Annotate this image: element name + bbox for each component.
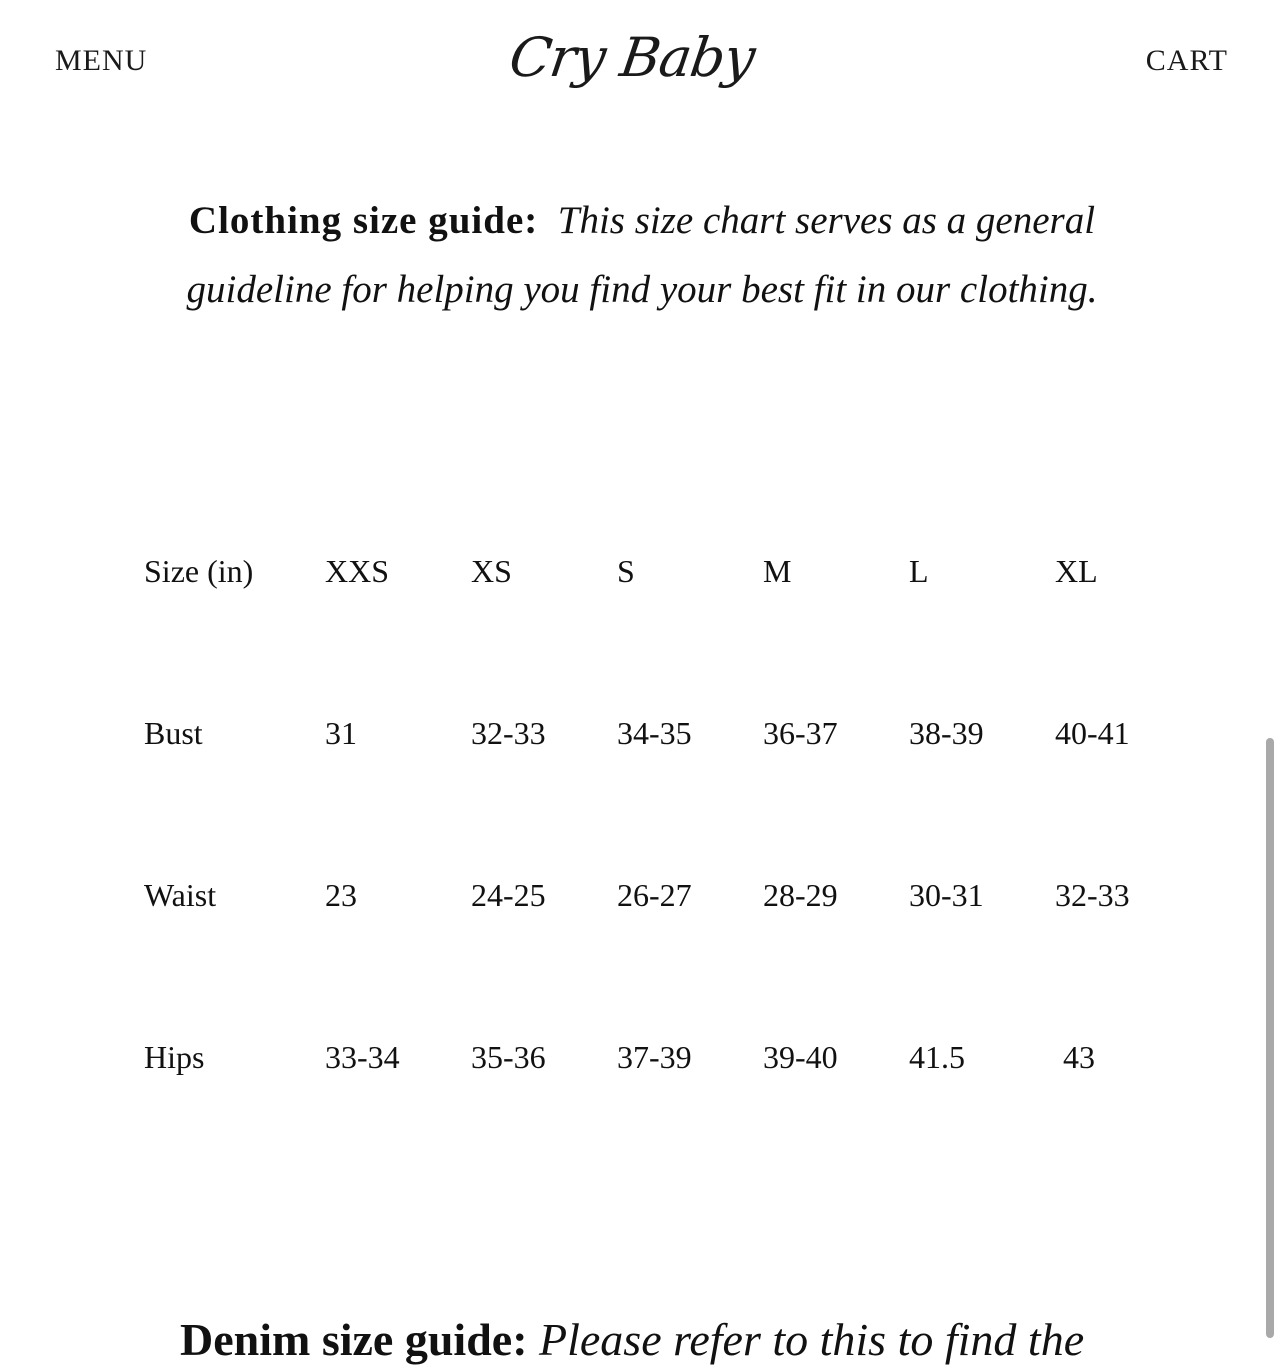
table-header-cell: L xyxy=(909,552,929,589)
page-scrollbar[interactable] xyxy=(1266,738,1274,1338)
table-row-label: Hips xyxy=(144,1038,205,1075)
table-header-cell: S xyxy=(617,552,635,589)
table-cell: 40-41 xyxy=(1055,714,1130,751)
denim-size-guide-heading: Denim size guide: xyxy=(180,1314,528,1365)
table-header-cell: M xyxy=(763,552,792,589)
cart-link[interactable]: CART xyxy=(1145,44,1228,77)
table-cell: 32-33 xyxy=(471,714,546,751)
table-cell: 43 xyxy=(1063,1038,1095,1075)
table-cell: 32-33 xyxy=(1055,876,1130,913)
table-row-bust xyxy=(144,652,1175,814)
size-guide-intro xyxy=(160,186,1124,324)
table-header-cell: Size (in) xyxy=(144,552,254,589)
size-guide-heading: Clothing size guide: xyxy=(188,199,539,242)
brand-logo[interactable]: Cry Baby xyxy=(505,26,759,89)
table-cell: 28-29 xyxy=(763,876,838,913)
table-cell: 26-27 xyxy=(617,876,692,913)
table-header-cell: XL xyxy=(1055,552,1098,589)
table-cell: 38-39 xyxy=(909,714,984,751)
table-header-cell: XS xyxy=(471,552,512,589)
table-row-label: Bust xyxy=(144,714,203,751)
table-cell: 34-35 xyxy=(617,714,692,751)
table-header-row xyxy=(144,490,1175,652)
denim-size-guide-intro xyxy=(180,1310,1140,1370)
table-cell: 36-37 xyxy=(763,714,838,751)
table-cell: 30-31 xyxy=(909,876,984,913)
clothing-size-table xyxy=(144,490,1175,1138)
table-row-hips xyxy=(144,976,1175,1138)
table-cell: 37-39 xyxy=(617,1038,692,1075)
table-cell: 31 xyxy=(325,714,357,751)
denim-size-guide-description: Please refer to this to find the xyxy=(539,1314,1085,1365)
size-guide-description: This size chart serves as a general guideline for helping you find your best fit in our clothing. xyxy=(186,199,1098,311)
table-cell: 24-25 xyxy=(471,876,546,913)
table-header-cell: XXS xyxy=(325,552,390,589)
table-row-label: Waist xyxy=(144,876,217,913)
table-cell: 33-34 xyxy=(325,1038,400,1075)
table-cell: 23 xyxy=(325,876,357,913)
table-cell: 41.5 xyxy=(909,1038,965,1075)
table-row-waist xyxy=(144,814,1175,976)
site-header xyxy=(0,0,1284,120)
menu-link[interactable]: MENU xyxy=(55,44,148,77)
table-cell: 39-40 xyxy=(763,1038,838,1075)
table-cell: 35-36 xyxy=(471,1038,546,1075)
